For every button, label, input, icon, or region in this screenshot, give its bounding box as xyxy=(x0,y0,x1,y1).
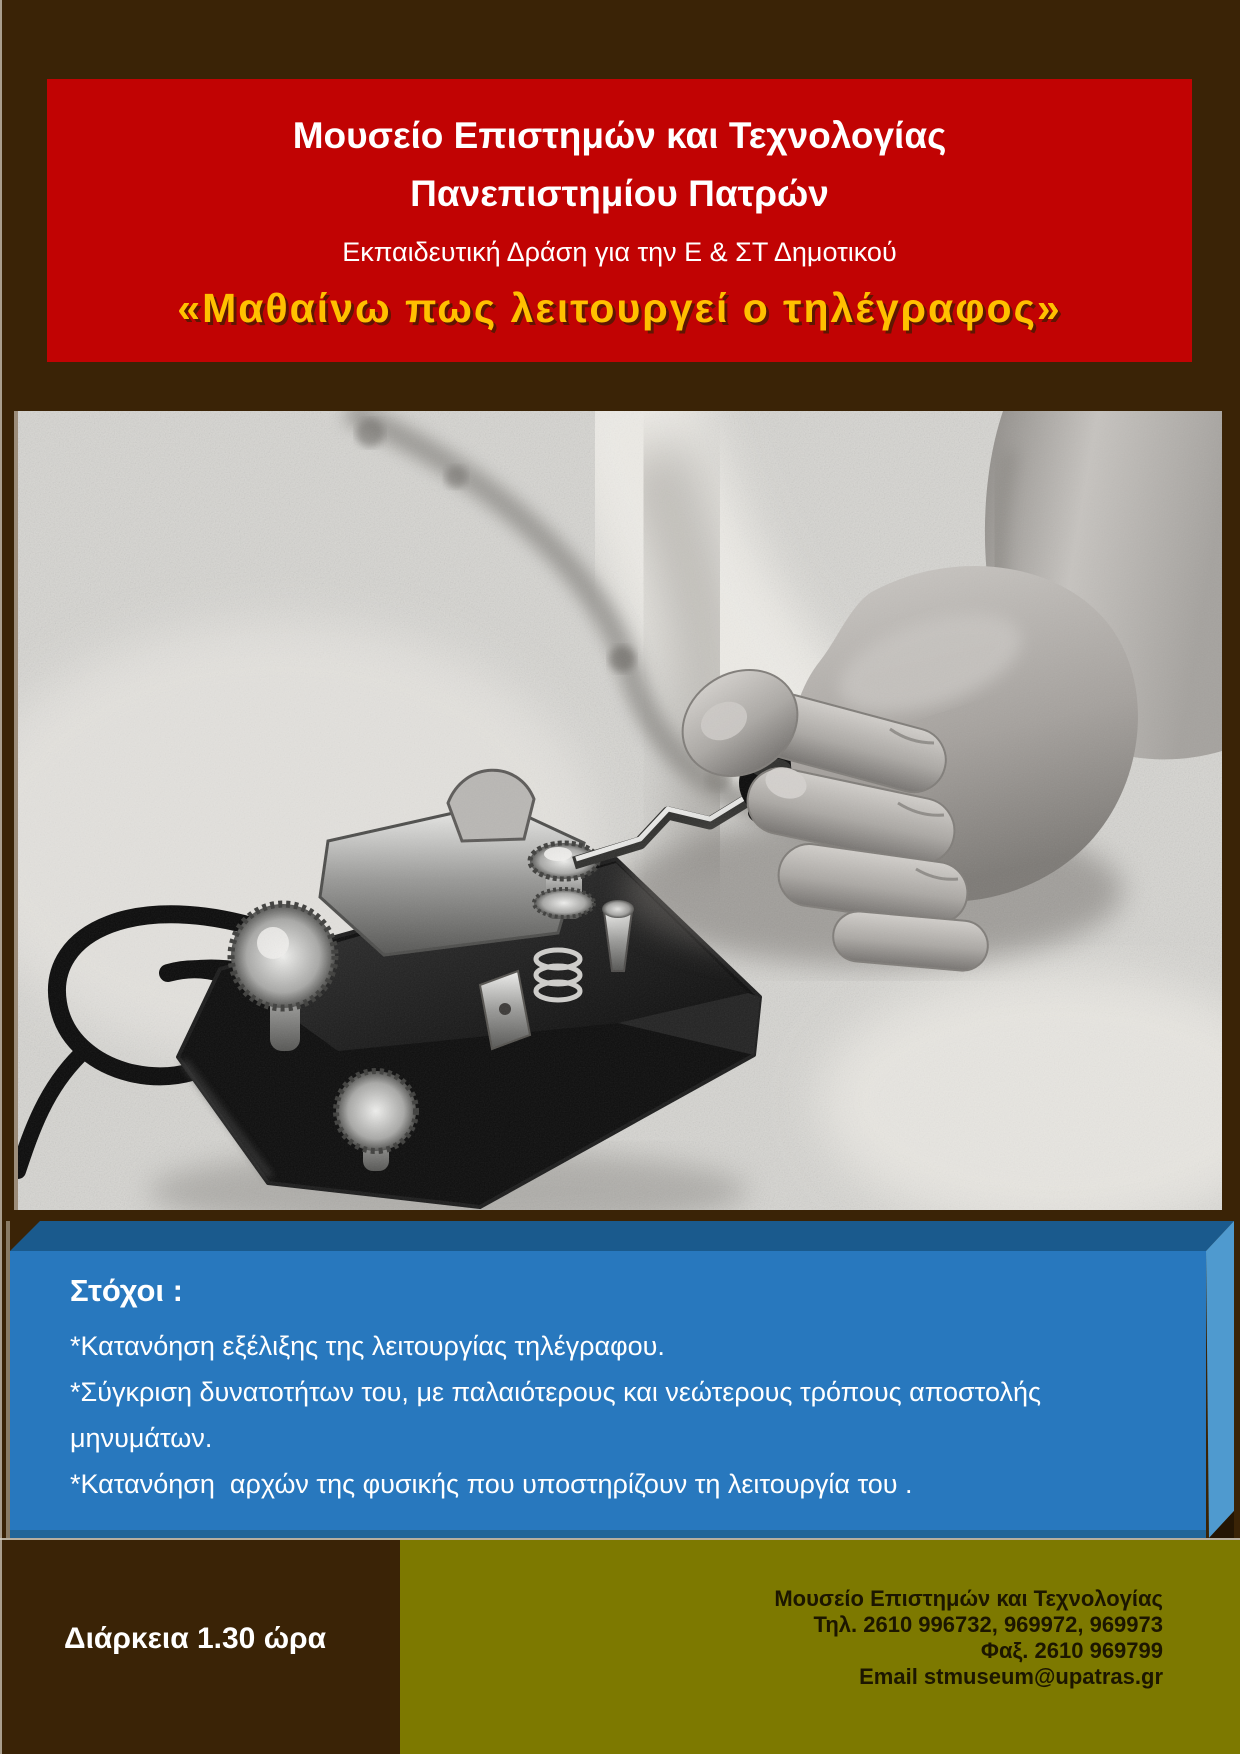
photo-grain xyxy=(18,411,1222,1210)
activity-title: «Μαθαίνω πως λειτουργεί ο τηλέγραφος» xyxy=(177,285,1062,331)
contact-email: Email stmuseum@upatras.gr xyxy=(859,1664,1163,1689)
telegraph-photo xyxy=(18,411,1222,1210)
museum-title-line1: Μουσείο Επιστημών και Τεχνολογίας xyxy=(292,115,947,156)
telegraph-photo-art xyxy=(18,411,1222,1210)
contact-lines xyxy=(774,1586,1163,1690)
page-edge-line xyxy=(0,0,2,1754)
contact-fax: Φαξ. 2610 969799 xyxy=(980,1638,1163,1663)
banner-subtitle: Εκπαιδευτική Δράση για την Ε & ΣΤ Δημοτικού xyxy=(342,237,897,267)
museum-title-line2: Πανεπιστημίου Πατρών xyxy=(410,173,829,214)
goal-item: *Σύγκριση δυνατοτήτων του, με παλαιότερους και νεώτερους τρόπους αποστολής μηνυμάτων. xyxy=(70,1377,1049,1453)
goals-box xyxy=(10,1221,1234,1538)
goals-list xyxy=(70,1323,1055,1507)
goals-heading: Στόχοι : xyxy=(70,1273,183,1308)
header-banner xyxy=(47,79,1192,362)
duration-label: Διάρκεια 1.30 ώρα xyxy=(64,1622,327,1655)
goal-item: *Κατανόηση εξέλιξης της λειτουργίας τηλέγραφου. xyxy=(70,1331,665,1361)
contact-phone: Τηλ. 2610 996732, 969972, 969973 xyxy=(813,1612,1163,1637)
contact-museum-name: Μουσείο Επιστημών και Τεχνολογίας xyxy=(774,1586,1163,1611)
contact-box xyxy=(400,1540,1240,1754)
goal-item: *Κατανόηση αρχών της φυσικής που υποστηρίζουν τη λειτουργία του . xyxy=(70,1469,913,1499)
